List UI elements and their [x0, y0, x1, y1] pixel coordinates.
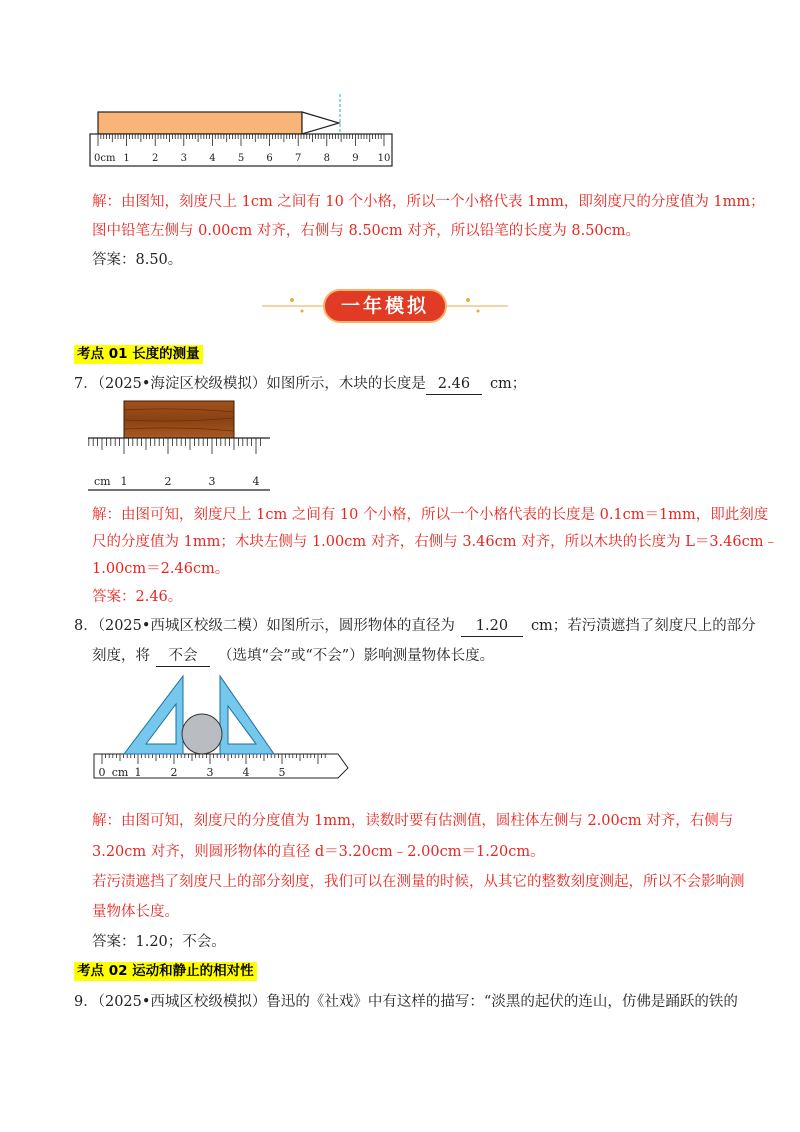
ruler-label: 2: [164, 475, 172, 488]
q7-suffix: cm；: [489, 376, 527, 392]
ruler-label: cm: [94, 475, 111, 488]
ruler-label: 0cm: [94, 153, 116, 164]
q8-blank-2: 不会: [156, 646, 210, 667]
question-8-line-1: [74, 616, 756, 637]
q6-explanation-line-1: 解：由图知，刻度尺上 1cm 之间有 10 个小格，所以一个小格代表 1mm，即刻度尺的分度值为 1mm；: [92, 194, 765, 210]
q7-explanation-line-2: 尺的分度值为 1mm；木块左侧与 1.00cm 对齐，右侧与 3.46cm 对齐，所以木块的长度为 L＝3.46cm﹣: [92, 534, 778, 550]
kaodian-01-heading: 考点 01 长度的测量: [74, 345, 203, 364]
ruler-label: 9: [352, 153, 359, 164]
question-7: [74, 374, 526, 395]
q8-explanation-line-3: 若污渍遮挡了刻度尺上的部分刻度，我们可以在测量的时候，从其它的整数刻度测起，所以不会影响测: [92, 874, 745, 890]
ruler-label: 10: [377, 153, 391, 164]
q8-suffix-2: （选填“会”或“不会”）影响测量物体长度。: [218, 648, 495, 664]
q7-answer: 答案：2.46。: [92, 589, 183, 605]
section-banner-title: 一年模拟: [340, 295, 429, 317]
ruler-label: 8: [323, 153, 330, 164]
q8-explanation-line-4: 量物体长度。: [92, 904, 179, 920]
ruler-label: cm: [111, 766, 129, 779]
ruler-label: 2: [170, 766, 178, 779]
q8-blank-1: 1.20: [461, 616, 523, 637]
ruler-label: 5: [278, 766, 286, 779]
question-9: 9．（2025•西城区校级模拟）鲁迅的《社戏》中有这样的描写：“淡黑的起伏的连山，仿佛是踊跃的铁的: [74, 994, 738, 1010]
ruler-label: 2: [152, 153, 159, 164]
ruler-label: 7: [295, 153, 302, 164]
wood-block-ruler-figure: [88, 398, 278, 494]
ruler-label: 1: [134, 766, 142, 779]
ruler-label: 6: [266, 153, 273, 164]
ruler-label: 1: [123, 153, 130, 164]
q7-explanation-line-1: 解：由图可知，刻度尺上 1cm 之间有 10 个小格，所以一个小格代表的长度是 0.1cm＝1mm，即此刻度: [92, 507, 769, 523]
q7-prefix: 7．（2025•海淀区校级模拟）如图所示，木块的长度是: [74, 376, 426, 392]
ruler-label: 4: [209, 153, 216, 164]
q8-explanation-line-1: 解：由图可知，刻度尺的分度值为 1mm，读数时要有估测值，圆柱体左侧与 2.00cm 对齐，右侧与: [92, 813, 734, 829]
circle-triangle-ruler-figure: [88, 674, 358, 786]
q8-answer: 答案：1.20；不会。: [92, 934, 226, 950]
q7-blank-answer: 2.46: [426, 374, 482, 395]
pencil-ruler-figure: [88, 94, 398, 170]
q8-prefix-2: 刻度，将: [92, 648, 150, 664]
ruler-label: 1: [120, 475, 128, 488]
ruler-label: 4: [252, 475, 260, 488]
q8-explanation-line-2: 3.20cm 对齐，则圆形物体的直径 d＝3.20cm﹣2.00cm＝1.20cm。: [92, 844, 545, 860]
ruler-label: 3: [180, 153, 187, 164]
ruler-label: 0: [98, 766, 106, 779]
question-8-line-2: [92, 646, 494, 667]
ruler-label: 5: [237, 153, 245, 164]
q8-prefix: 8．（2025•西城区校级二模）如图所示，圆形物体的直径为: [74, 618, 455, 634]
q7-explanation-line-3: 1.00cm＝2.46cm。: [92, 561, 230, 577]
q6-explanation-line-2: 图中铅笔左侧与 0.00cm 对齐，右侧与 8.50cm 对齐，所以铅笔的长度为 8.50cm。: [92, 223, 641, 239]
ruler-label: 3: [206, 766, 214, 779]
q6-answer: 答案：8.50。: [92, 252, 183, 268]
ruler-label: 3: [208, 475, 216, 488]
q8-suffix-1: cm；若污渍遮挡了刻度尺上的部分: [530, 618, 756, 634]
ruler-label: 4: [242, 766, 250, 779]
kaodian-02-heading: 考点 02 运动和静止的相对性: [74, 962, 257, 981]
